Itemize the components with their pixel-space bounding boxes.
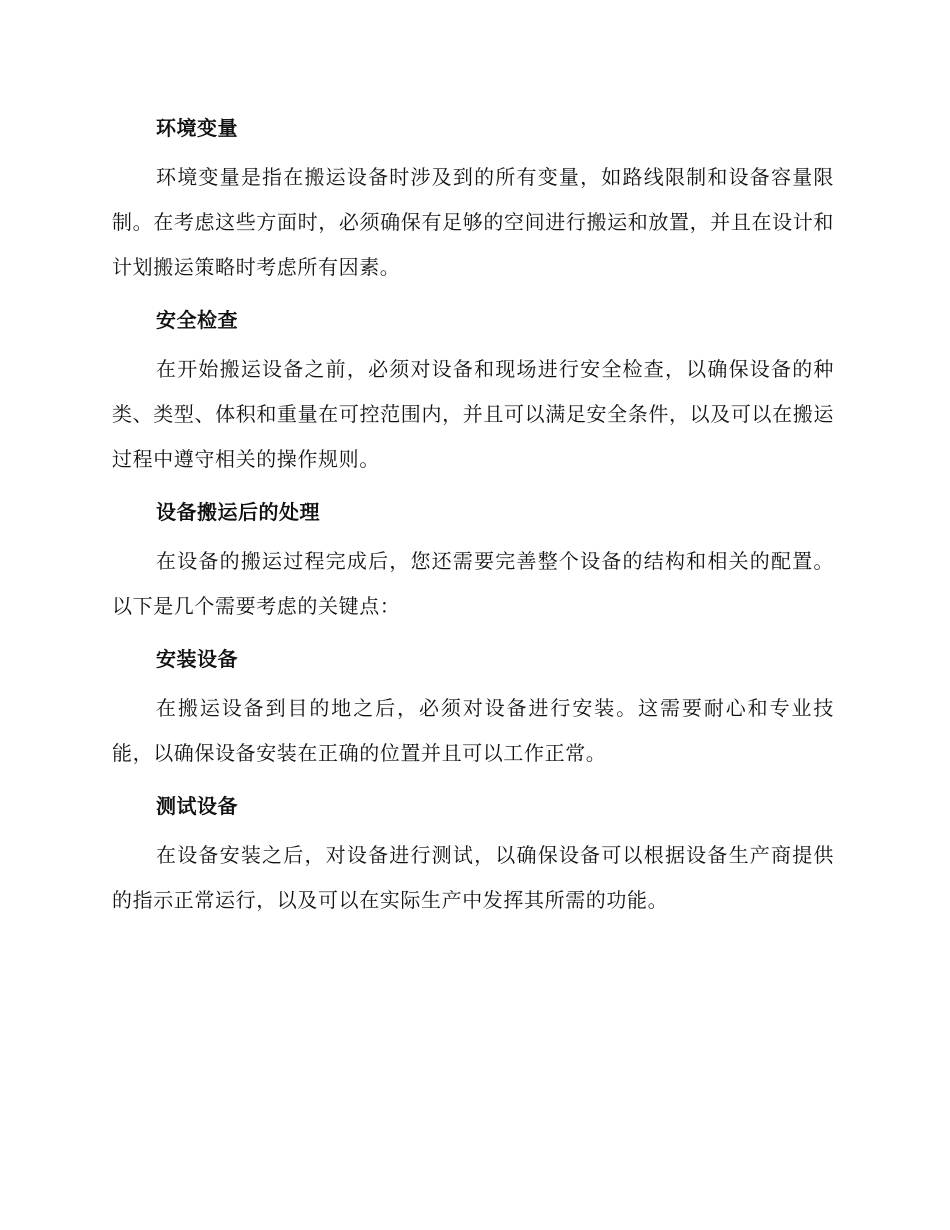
section-safety-check: [112, 304, 834, 482]
section-heading: 设备搬运后的处理: [156, 500, 320, 524]
section-heading: 测试设备: [156, 794, 238, 818]
section-post-move-handling: [112, 496, 834, 629]
section-heading: 环境变量: [156, 116, 238, 140]
section-install-equipment: [112, 643, 834, 776]
document-content: [112, 112, 834, 923]
section-heading: 安装设备: [156, 647, 238, 671]
section-body: 在搬运设备到目的地之后，必须对设备进行安装。这需要耐心和专业技能，以确保设备安装在正确的位置并且可以工作正常。: [112, 696, 834, 765]
section-body: 在设备的搬运过程完成后，您还需要完善整个设备的结构和相关的配置。以下是几个需要考虑的关键点：: [112, 549, 834, 618]
section-body: 在设备安装之后，对设备进行测试，以确保设备可以根据设备生产商提供的指示正常运行，以及可以在实际生产中发挥其所需的功能。: [112, 843, 834, 912]
section-body: 在开始搬运设备之前，必须对设备和现场进行安全检查，以确保设备的种类、类型、体积和重量在可控范围内，并且可以满足安全条件，以及可以在搬运过程中遵守相关的操作规则。: [112, 357, 834, 471]
section-body: 环境变量是指在搬运设备时涉及到的所有变量，如路线限制和设备容量限制。在考虑这些方面时，必须确保有足够的空间进行搬运和放置，并且在设计和计划搬运策略时考虑所有因素。: [112, 165, 834, 279]
section-test-equipment: [112, 790, 834, 923]
section-environment-variables: [112, 112, 834, 290]
section-heading: 安全检查: [156, 308, 238, 332]
